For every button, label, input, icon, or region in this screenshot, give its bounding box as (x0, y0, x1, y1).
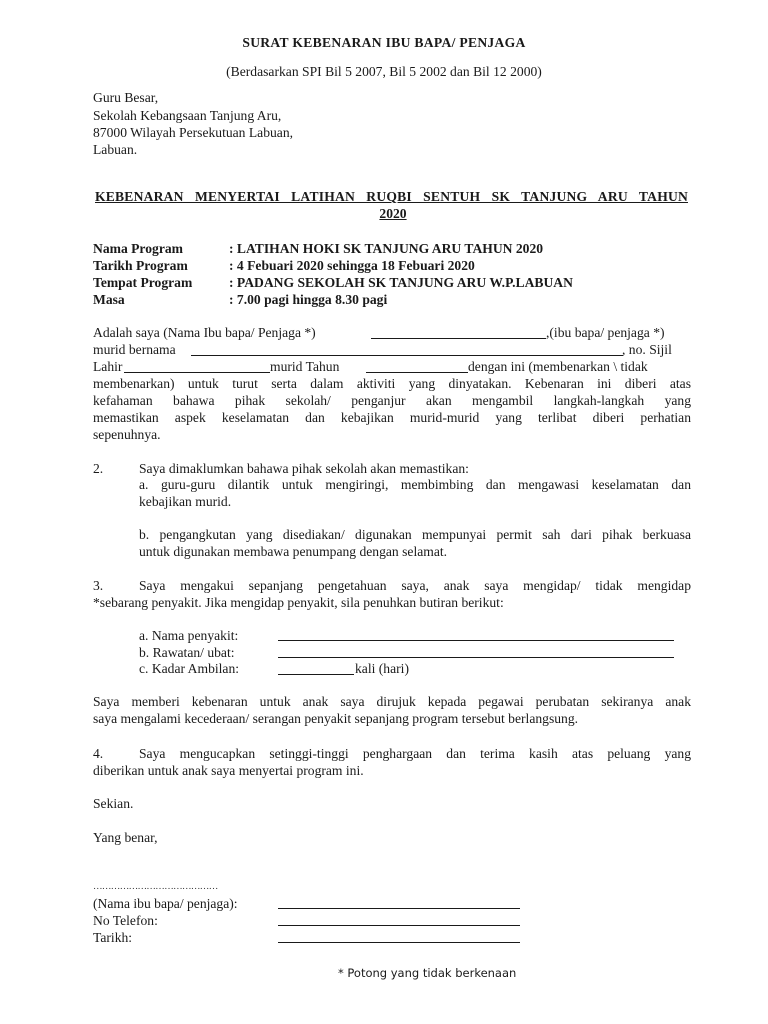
referral-text: Saya memberi kebenaran untuk anak saya dirujuk kepada pegawai perubatan sekiranya anak (93, 694, 691, 709)
para1-text: Lahir (93, 359, 123, 374)
para1-text: membenarkan) untuk turut serta dalam aktiviti yang dinyatakan. Kebenaran ini diberi atas (93, 376, 691, 391)
item4-text: diberikan untuk anak saya menyertai program ini. (93, 763, 364, 778)
student-name-blank[interactable] (191, 355, 623, 356)
detail-label: Tempat Program (93, 275, 193, 290)
item2-point-a: a. guru-guru dilantik untuk mengiringi, membimbing dan mengawasi keselamatan dan (139, 477, 691, 492)
address-line: Guru Besar, (93, 90, 159, 105)
detail-value: : 7.00 pagi hingga 8.30 pagi (229, 292, 388, 307)
sign-off-text: Yang benar, (93, 830, 158, 845)
treatment-label: b. Rawatan/ ubat: (139, 645, 235, 660)
item-number: 2. (93, 461, 104, 476)
detail-label: Nama Program (93, 241, 183, 256)
referral-text: saya mengalami kecederaan/ serangan penyakit sepanjang program tersebut berlangsung. (93, 711, 579, 726)
para1-text: sepenuhnya. (93, 427, 161, 442)
illness-name-blank[interactable] (278, 640, 674, 641)
subject-line: KEBENARAN MENYERTAI LATIHAN RUQBI SENTUH SK TANJUNG ARU TAHUN (95, 189, 688, 204)
para1-text: kefahaman bahawa pihak sekolah/ penganjur akan mengambil langkah-langkah yang (93, 393, 691, 408)
address-line: Sekolah Kebangsaan Tanjung Aru, (93, 108, 282, 123)
footnote: * Potong yang tidak berkenaan (338, 966, 517, 980)
birth-cert-blank[interactable] (124, 372, 270, 373)
detail-label: Masa (93, 292, 125, 307)
para1-text: memastikan aspek keselamatan dan kebajikan murid-murid yang terlibat diberi perhatian (93, 410, 691, 425)
dosage-label: c. Kadar Ambilan: (139, 661, 240, 676)
address-line: Labuan. (93, 142, 138, 157)
item-number: 4. (93, 746, 104, 761)
date-label: Tarikh: (93, 930, 133, 945)
para1-text: murid bernama (93, 342, 176, 357)
parent-name-field[interactable] (278, 908, 520, 909)
treatment-blank[interactable] (278, 657, 674, 658)
item2-point-b: b. pengangkutan yang disediakan/ digunakan mempunyai permit sah dari pihak berkuasa (139, 527, 691, 542)
item2-point-b: untuk digunakan membawa penumpang dengan selamat. (139, 544, 448, 559)
parent-name-blank[interactable] (371, 338, 546, 339)
address-line: 87000 Wilayah Persekutuan Labuan, (93, 125, 294, 140)
item4-text: Saya mengucapkan setinggi-tinggi penghargaan dan terima kasih atas peluang yang (139, 746, 691, 761)
item2-intro: Saya dimaklumkan bahawa pihak sekolah akan memastikan: (139, 461, 469, 476)
document-title: SURAT KEBENARAN IBU BAPA/ PENJAGA (242, 35, 526, 50)
para1-text: murid Tahun (270, 359, 340, 374)
illness-label: a. Nama penyakit: (139, 628, 239, 643)
item2-point-a: kebajikan murid. (139, 494, 232, 509)
detail-value: : PADANG SEKOLAH SK TANJUNG ARU W.P.LABUAN (229, 275, 573, 290)
item-number: 3. (93, 578, 104, 593)
closing-text: Sekian. (93, 796, 134, 811)
item3-text: Saya mengakui sepanjang pengetahuan saya, anak saya mengidap/ tidak mengidap (139, 578, 691, 593)
detail-value: : LATIHAN HOKI SK TANJUNG ARU TAHUN 2020 (229, 241, 544, 256)
para1-text: dengan ini (membenarkan \ tidak (468, 359, 648, 374)
parent-name-label: (Nama ibu bapa/ penjaga): (93, 896, 238, 911)
item3-text: *sebarang penyakit. Jika mengidap penyakit, sila penuhkan butiran berikut: (93, 595, 504, 610)
para1-text: ,(ibu bapa/ penjaga *) (546, 325, 665, 340)
regulation-reference: (Berdasarkan SPI Bil 5 2007, Bil 5 2002 dan Bil 12 2000) (226, 64, 542, 79)
dosage-blank[interactable] (278, 674, 354, 675)
date-field[interactable] (278, 942, 520, 943)
subject-line: 2020 (379, 206, 407, 221)
phone-label: No Telefon: (93, 913, 158, 928)
phone-field[interactable] (278, 925, 520, 926)
year-blank[interactable] (366, 372, 468, 373)
para1-text: Adalah saya (Nama Ibu bapa/ Penjaga *) (93, 325, 316, 340)
detail-value: : 4 Febuari 2020 sehingga 18 Febuari 2020 (229, 258, 475, 273)
detail-label: Tarikh Program (93, 258, 188, 273)
dosage-suffix: kali (hari) (355, 661, 409, 676)
signature-dotted-line[interactable]: …………………………………… (93, 882, 218, 892)
para1-text: , no. Sijil (622, 342, 672, 357)
